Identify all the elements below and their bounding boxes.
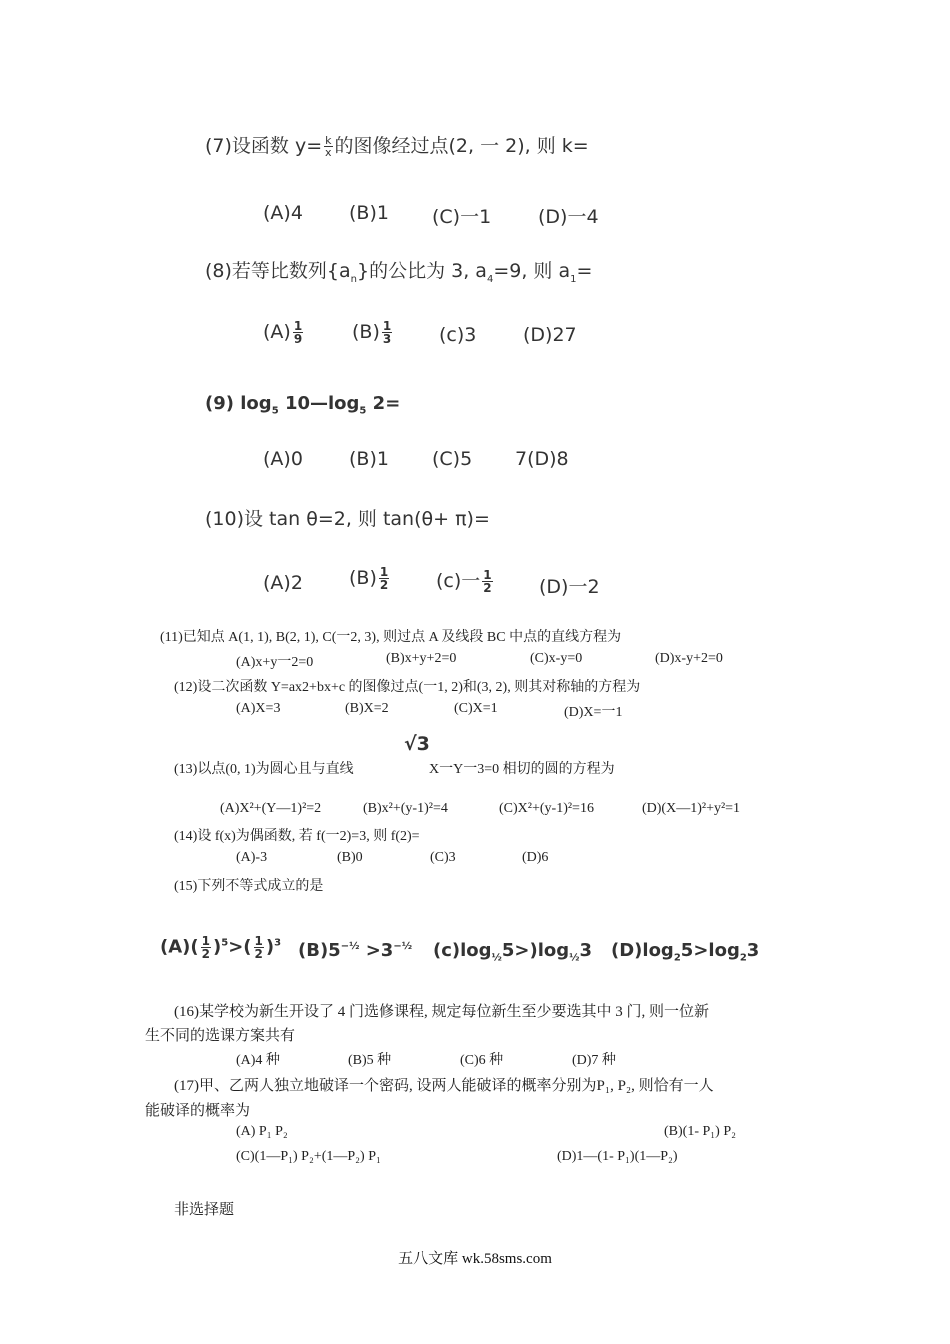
- q9-stem: [205, 393, 400, 417]
- q17-option-c: (C)(1—P₁) P₂+(1—P₂) P₁: [236, 1149, 381, 1164]
- q12-option-a: (A)X=3: [236, 701, 281, 716]
- q15-od-mid: 5>log: [680, 940, 740, 961]
- q17-option-d: (D)1—(1- P₁)(1—P₂): [557, 1149, 678, 1164]
- section-heading: 非选择题: [174, 1202, 235, 1218]
- q13-sqrt3: √3: [404, 733, 430, 755]
- q9-label: (9): [205, 393, 234, 414]
- q8-ob-num: 1: [382, 319, 392, 333]
- q16-option-d: (D)7 种: [572, 1053, 616, 1068]
- q15-oa-label: (A): [160, 936, 191, 958]
- q15-oa-den1: 2: [201, 947, 210, 961]
- q11-option-b: (B)x+y+2=0: [386, 651, 457, 666]
- q10-oc-num: 1: [483, 568, 492, 582]
- q9-arg1: 10: [284, 393, 310, 414]
- q17-stem-line1: (17)甲、乙两人独立地破译一个密码, 设两人能破译的概率分别为P₁, P₂, 则恰有一人: [174, 1078, 714, 1094]
- q15-od-base1: 2: [673, 952, 681, 964]
- q9-base1: 5: [271, 405, 279, 417]
- footer-watermark: 五八文库 wk.58sms.com: [398, 1251, 552, 1267]
- q10-option-c: [436, 566, 495, 594]
- q13-option-a: (A)X²+(Y—1)²=2: [220, 801, 322, 816]
- q15-od-log1: (D)log: [611, 940, 674, 961]
- q7-option-a: (A)4: [263, 202, 303, 224]
- q15-oc-mid: 5>)log: [501, 940, 570, 961]
- q14-option-a: (A)-3: [236, 850, 268, 865]
- q16-stem-line1: (16)某学校为新生开设了 4 门选修课程, 规定每位新生至少要选其中 3 门, 则一位新: [174, 1004, 709, 1020]
- q13-stem-b: X一Y一3=0 相切的圆的方程为: [429, 762, 615, 777]
- q9-log2: log: [328, 393, 360, 414]
- q8-suffix: =: [576, 260, 593, 282]
- q16-option-a: (A)4 种: [236, 1053, 280, 1068]
- q16-option-b: (B)5 种: [348, 1053, 392, 1068]
- q15-oc-base1: ½: [491, 952, 502, 964]
- q8-sub-4: 4: [486, 273, 494, 285]
- q7-suffix: 的图像经过点(2, 一 2), 则 k=: [334, 135, 589, 157]
- q8-mid: }的公比为 3, a: [357, 260, 487, 282]
- q7-fraction: [324, 135, 332, 158]
- q17-option-a: (A) P₁ P₂: [236, 1124, 288, 1139]
- q8-sub-1: 1: [570, 273, 577, 285]
- q8-option-a: [263, 320, 305, 345]
- q15-stem: (15)下列不等式成立的是: [174, 879, 324, 894]
- q9-arg2: 2=: [372, 393, 401, 414]
- q17-option-b: (B)(1- P₁) P₂: [664, 1124, 736, 1139]
- q15-option-c: [433, 940, 592, 964]
- q13-option-c: (C)X²+(y-1)²=16: [499, 801, 594, 816]
- q8-option-b-label: (B): [352, 321, 380, 343]
- q10-stem: (10)设 tan θ=2, 则 tan(θ+ π)=: [205, 508, 490, 530]
- q8-mid2: =9, 则 a: [493, 260, 571, 282]
- q11-option-a: (A)x+y一2=0: [236, 655, 314, 670]
- q8-oa-num: 1: [293, 319, 303, 333]
- q15-od-arg: 3: [746, 940, 760, 961]
- q15-ob-gt: >3: [365, 940, 394, 961]
- q8-option-c: (c)3: [439, 324, 477, 346]
- q13-stem-a: (13)以点(0, 1)为圆心且与直线: [174, 762, 354, 777]
- q8-option-d: (D)27: [523, 324, 577, 346]
- q8-ob-den: 3: [382, 332, 392, 346]
- q10-option-b: [349, 566, 391, 591]
- q10-option-b-label: (B): [349, 567, 377, 589]
- q15-oc-arg: 3: [579, 940, 593, 961]
- q8-oa-den: 9: [293, 332, 303, 346]
- q9-option-a: (A)0: [263, 448, 303, 470]
- q14-stem: (14)设 f(x)为偶函数, 若 f(一2)=3, 则 f(2)=: [174, 829, 420, 844]
- q10-ob-num: 1: [379, 565, 389, 579]
- q8-option-a-label: (A): [263, 321, 291, 343]
- q7-option-c: (C)一1: [432, 206, 492, 228]
- q9-log1: log: [240, 393, 272, 414]
- q15-oa-den2: 2: [254, 947, 263, 961]
- q16-option-c: (C)6 种: [460, 1053, 504, 1068]
- q8-sub-n: n: [350, 273, 357, 285]
- q15-oa-exp2: 3: [274, 937, 282, 949]
- q15-oc-base2: ½: [569, 952, 580, 964]
- q12-option-c: (C)X=1: [454, 701, 498, 716]
- q12-stem: (12)设二次函数 Y=ax2+bx+c 的图像过点(一1, 2)和(3, 2), 则其对称轴的方程为: [174, 680, 641, 695]
- q15-ob-base: (B)5: [298, 940, 341, 961]
- q14-option-c: (C)3: [430, 850, 456, 865]
- q7-stem: [205, 131, 589, 158]
- q15-ob-exp1: −½: [340, 941, 360, 952]
- q10-ob-den: 2: [379, 578, 389, 592]
- q15-oa-gt: >: [228, 936, 244, 958]
- q8-option-b: [352, 320, 394, 345]
- q7-frac-num: k: [325, 134, 332, 147]
- q15-od-base2: 2: [739, 952, 747, 964]
- q14-option-d: (D)6: [522, 850, 549, 865]
- q16-stem-line2: 生不同的选课方案共有: [145, 1028, 296, 1044]
- q12-option-b: (B)X=2: [345, 701, 389, 716]
- q11-option-d: (D)x-y+2=0: [655, 651, 723, 666]
- q14-option-b: (B)0: [337, 850, 363, 865]
- q10-oc-den: 2: [483, 581, 492, 595]
- q15-oa-num2: 1: [254, 934, 263, 948]
- q15-option-d: [611, 940, 759, 964]
- q10-option-a: (A)2: [263, 572, 303, 594]
- q7-prefix: (7)设函数 y=: [205, 135, 323, 157]
- q8-stem: [205, 256, 592, 285]
- q13-option-d: (D)(X—1)²+y²=1: [642, 801, 741, 816]
- q15-option-a: (A)( $\frac{1}{2}$ )$^5$>( $\frac{1}{2}$ )$^3$: [160, 934, 282, 961]
- q10-option-d: (D)一2: [539, 576, 600, 598]
- q9-minus: —: [310, 393, 328, 414]
- q11-option-c: (C)x-y=0: [530, 651, 583, 666]
- q12-option-d: (D)X=一1: [564, 705, 623, 720]
- q10-option-c-label: (c)一: [436, 570, 481, 592]
- q7-option-b: (B)1: [349, 202, 389, 224]
- q8-prefix: (8)若等比数列{a: [205, 260, 351, 282]
- q15-oa-exp1: 5: [221, 937, 229, 949]
- q15-ob-exp2: −½: [393, 941, 413, 952]
- q9-option-b: (B)1: [349, 448, 389, 470]
- q11-stem: (11)已知点 A(1, 1), B(2, 1), C(一2, 3), 则过点 A 及线段 BC 中点的直线方程为: [160, 630, 622, 645]
- q15-oa-num1: 1: [201, 934, 210, 948]
- q9-option-d: 7(D)8: [515, 448, 569, 470]
- q9-base2: 5: [359, 405, 367, 417]
- q9-option-c: (C)5: [432, 448, 473, 470]
- q15-option-b: [298, 940, 412, 961]
- q7-frac-den: x: [325, 146, 332, 159]
- q15-oc-log1: (c)log: [433, 940, 492, 961]
- q7-option-d: (D)一4: [538, 206, 599, 228]
- q13-option-b: (B)x²+(y-1)²=4: [363, 801, 448, 816]
- q17-stem-line2: 能破译的概率为: [145, 1103, 251, 1119]
